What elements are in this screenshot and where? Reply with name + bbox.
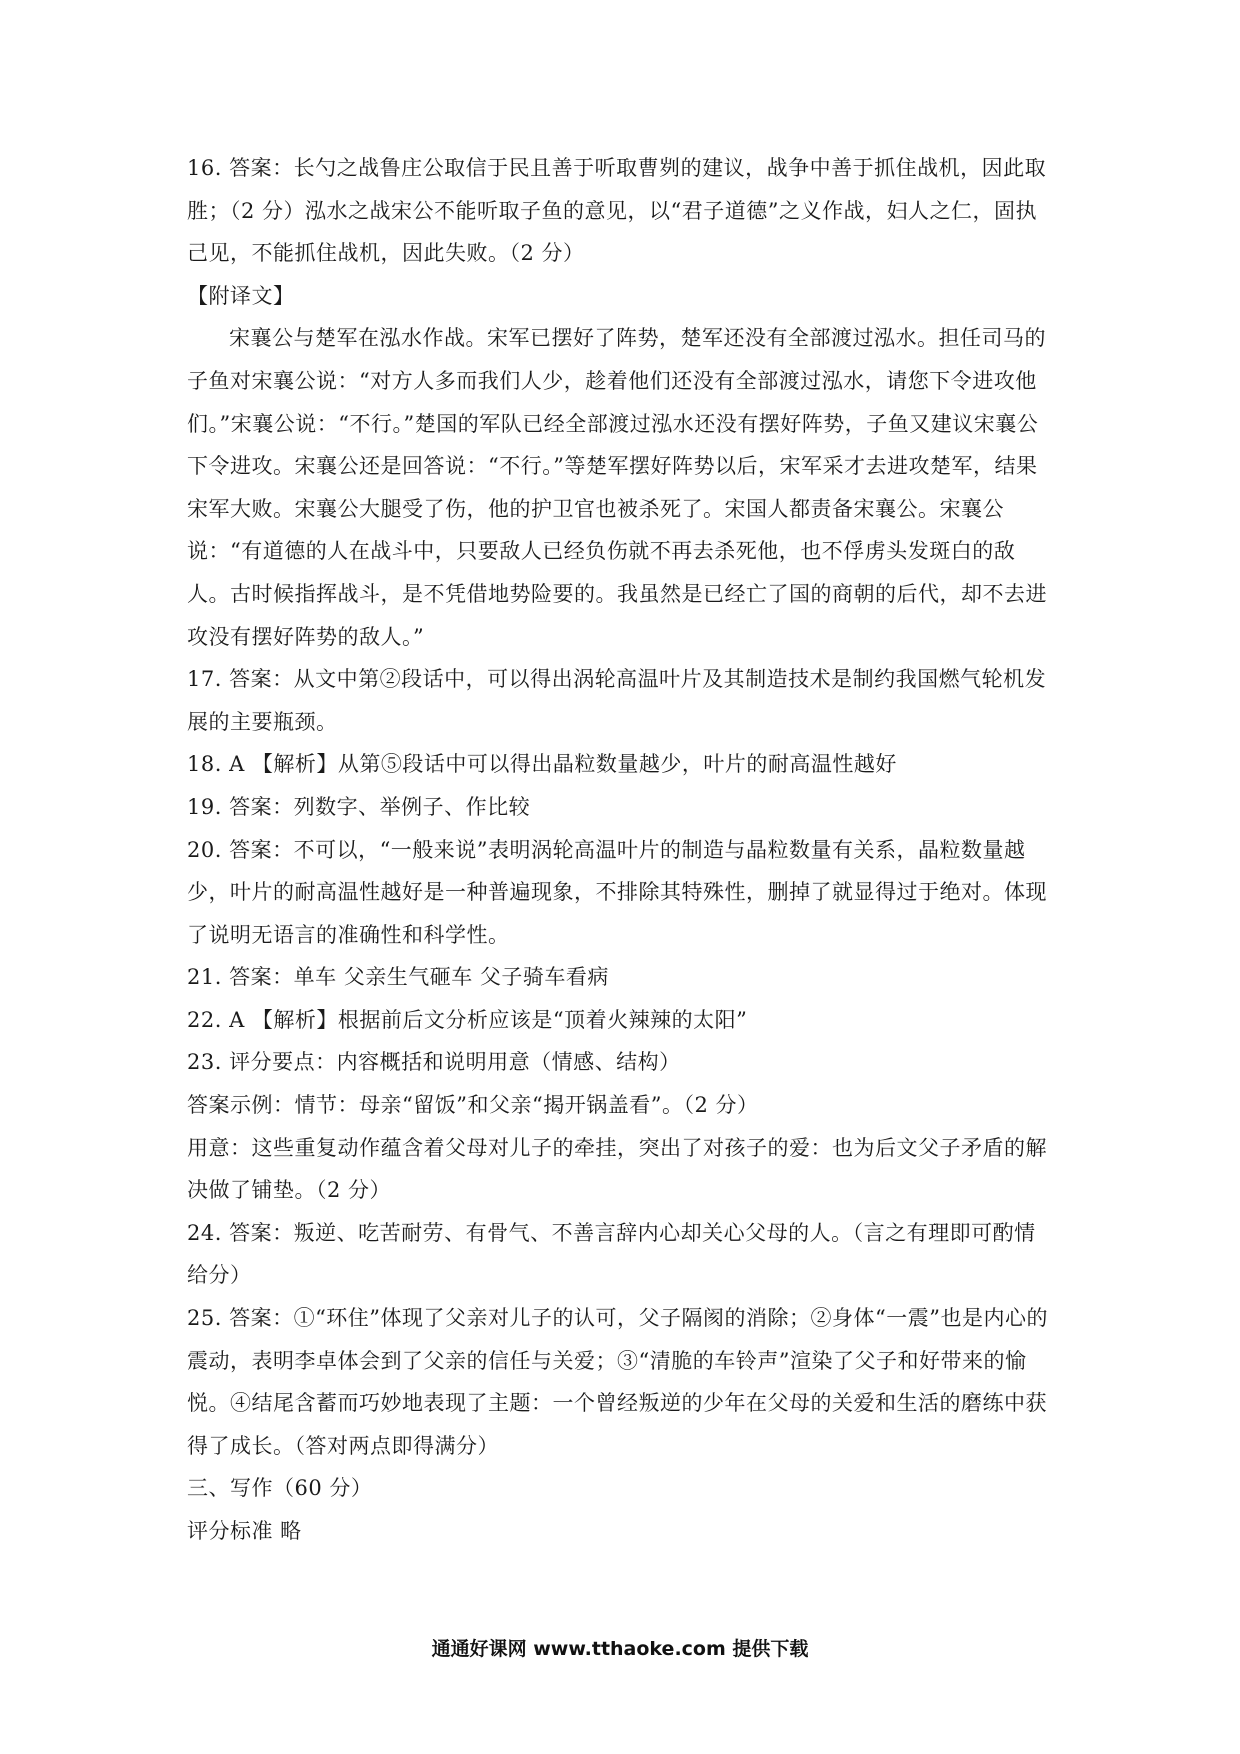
answer-24: 24. 答案：叛逆、吃苦耐劳、有骨气、不善言辞内心却关心父母的人。（言之有理即可酌情给分） xyxy=(187,1220,1036,1288)
answer-content xyxy=(187,147,1057,1553)
answer-23-example: 答案示例：情节：母亲“留饭”和父亲“揭开锅盖看”。（2 分） xyxy=(187,1093,759,1118)
answer-23-usage: 用意：这些重复动作蕴含着父母对儿子的牵挂，突出了对孩子的爱：也为后文父子矛盾的解决做了铺垫。（2 分） xyxy=(187,1135,1047,1203)
answer-22: 22. A 【解析】根据前后文分析应该是“顶着火辣辣的太阳” xyxy=(187,1007,748,1032)
answer-23: 23. 评分要点：内容概括和说明用意（情感、结构） xyxy=(187,1050,681,1075)
answer-19: 19. 答案：列数字、举例子、作比较 xyxy=(187,794,531,819)
answer-16: 16. 答案：长勺之战鲁庄公取信于民且善于听取曹刿的建议，战争中善于抓住战机，因此取胜；（2 分）泓水之战宋公不能听取子鱼的意见，以“君子道德”之义作战，妇人之仁，固执己见，不能抓住战机，因此失败。（2 分） xyxy=(187,156,1047,266)
answer-17: 17. 答案：从文中第②段话中，可以得出涡轮高温叶片及其制造技术是制约我国燃气轮机发展的主要瓶颈。 xyxy=(187,667,1047,734)
answer-25: 25. 答案：①“环住”体现了父亲对儿子的认可，父子隔阂的消除；②身体“一震”也是内心的震动，表明李卓体会到了父亲的信任与关爱；③“清脆的车铃声”渲染了父子和好带来的愉悦。④结尾含蓄而巧妙地表现了主题：一个曾经叛逆的少年在父母的关爱和生活的磨练中获得了成长。（答对两点即得满分） xyxy=(187,1306,1049,1458)
answer-20: 20. 答案：不可以，“一般来说”表明涡轮高温叶片的制造与晶粒数量有关系，晶粒数量越少，叶片的耐高温性越好是一种普遍现象，不排除其特殊性，删掉了就显得过于绝对。体现了说明无语言的准确性和科学性。 xyxy=(187,837,1047,947)
answer-21: 21. 答案：单车 父亲生气砸车 父子骑车看病 xyxy=(187,965,609,990)
section-writing-heading: 三、写作（60 分） xyxy=(187,1476,373,1501)
grading-note: 评分标准 略 xyxy=(187,1519,302,1543)
translation-heading: 【附译文】 xyxy=(187,283,295,308)
page-footer: 通通好课网 www.tthaoke.com 提供下载 xyxy=(431,1638,809,1660)
translation-body: 宋襄公与楚军在泓水作战。宋军已摆好了阵势，楚军还没有全部渡过泓水。担任司马的子鱼对宋襄公说：“对方人多而我们人少，趁着他们还没有全部渡过泓水，请您下令进攻他们。”宋襄公说：“不行。”楚国的军队已经全部渡过泓水还没有摆好阵势，子鱼又建议宋襄公下令进攻。宋襄公还是回答说：“不行。”等楚军摆好阵势以后，宋军采才去进攻楚军，结果宋军大败。宋襄公大腿受了伤，他的护卫官也被杀死了。宋国人都责备宋襄公。宋襄公说：“有道德的人在战斗中，只要敌人已经负伤就不再去杀死他，也不俘虏头发斑白的敌人。古时候指挥战斗，是不凭借地势险要的。我虽然是已经亡了国的商朝的后代，却不去进攻没有摆好阵势的敌人。” xyxy=(187,326,1047,649)
answer-18: 18. A 【解析】从第⑤段话中可以得出晶粒数量越少，叶片的耐高温性越好 xyxy=(187,752,897,777)
